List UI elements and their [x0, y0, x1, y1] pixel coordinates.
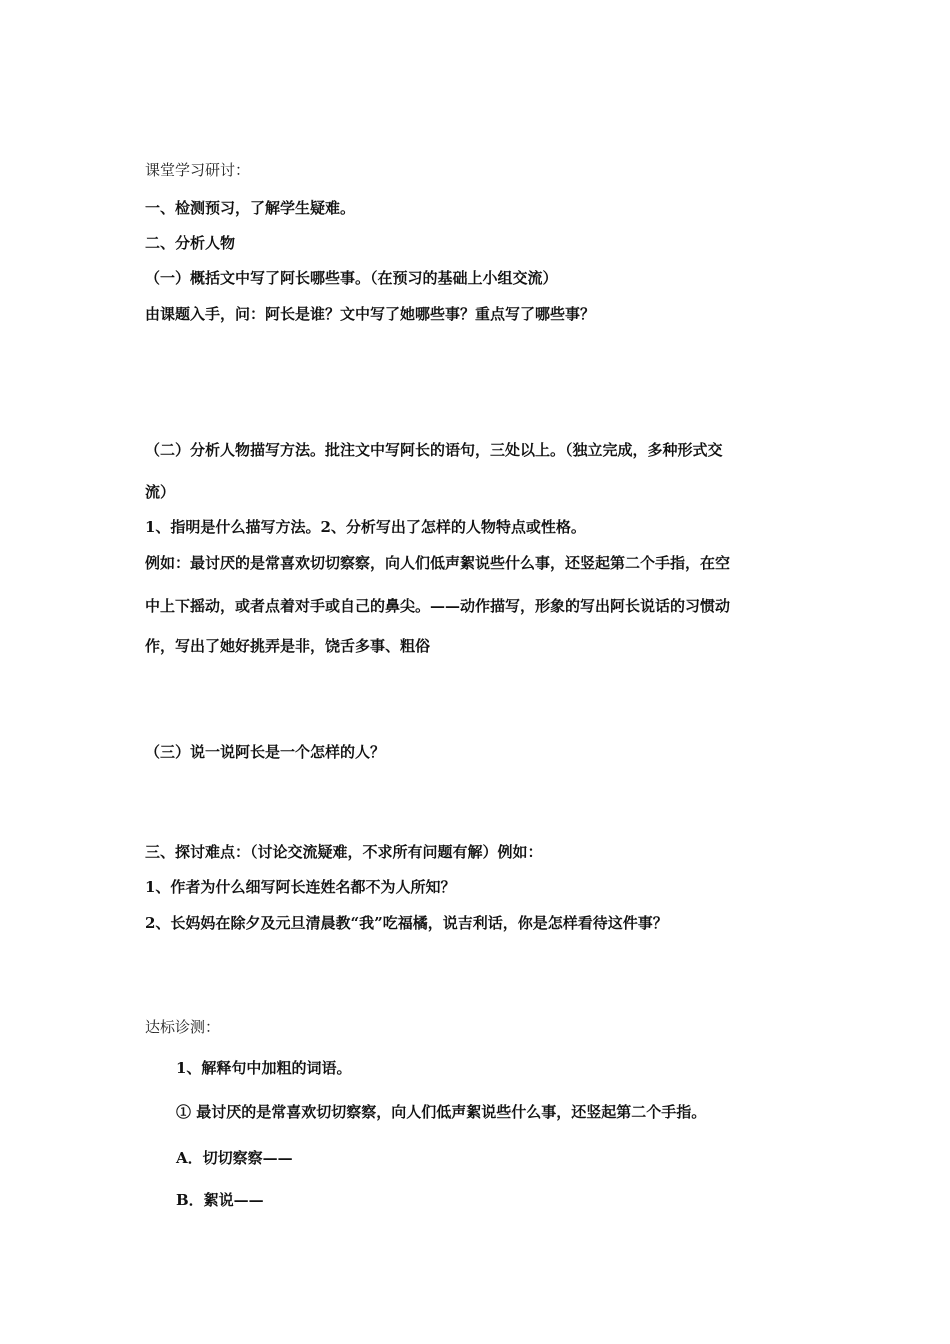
exercise-1-option-b: B．絮说—— — [176, 1191, 264, 1209]
subitem-description-methods: （二）分析人物描写方法。批注文中写阿长的语句，三处以上。（独立完成，多种形式交 — [145, 441, 723, 459]
exercise-1: 1、解释句中加粗的词语。 — [176, 1059, 352, 1077]
subitem-what-kind-of-person: （三）说一说阿长是一个怎样的人？ — [145, 743, 386, 761]
paragraph-example-line3: 作，写出了她好挑弄是非，饶舌多事、粗俗 — [145, 637, 431, 655]
item-discuss-difficulties: 三、探讨难点：（讨论交流疑难，不求所有问题有解）例如： — [145, 843, 543, 861]
paragraph-example-line1: 例如：最讨厌的是常喜欢切切察察，向人们低声絮说些什么事，还竖起第二个手指，在空 — [145, 554, 731, 572]
exercise-1-option-a: A．切切察察—— — [176, 1149, 293, 1167]
item-preview-check: 一、检测预习，了解学生疑难。 — [145, 199, 356, 217]
subitem-summarize-events: （一）概括文中写了阿长哪些事。（在预习的基础上小组交流） — [145, 269, 558, 287]
item-analyze-character: 二、分析人物 — [145, 234, 236, 252]
exercise-1-sentence: ① 最讨厌的是常喜欢切切察察，向人们低声絮说些什么事，还竖起第二个手指。 — [176, 1103, 707, 1121]
section-heading-class-study: 课堂学习研讨： — [145, 161, 251, 179]
subitem-description-methods-cont: 流） — [145, 483, 176, 501]
section-heading-assessment: 达标诊测： — [145, 1018, 221, 1036]
paragraph-instructions: 1、指明是什么描写方法。2、分析写出了怎样的人物特点或性格。 — [145, 518, 586, 536]
paragraph-example-line2: 中上下摇动，或者点着对手或自己的鼻尖。——动作描写，形象的写出阿长说话的习惯动 — [145, 597, 731, 615]
paragraph-question: 由课题入手，问：阿长是谁？文中写了她哪些事？重点写了哪些事？ — [145, 305, 596, 323]
question-2: 2、长妈妈在除夕及元旦清晨教“我”吃福橘，说吉利话，你是怎样看待这件事？ — [145, 914, 668, 932]
question-1: 1、作者为什么细写阿长连姓名都不为人所知？ — [145, 878, 456, 896]
